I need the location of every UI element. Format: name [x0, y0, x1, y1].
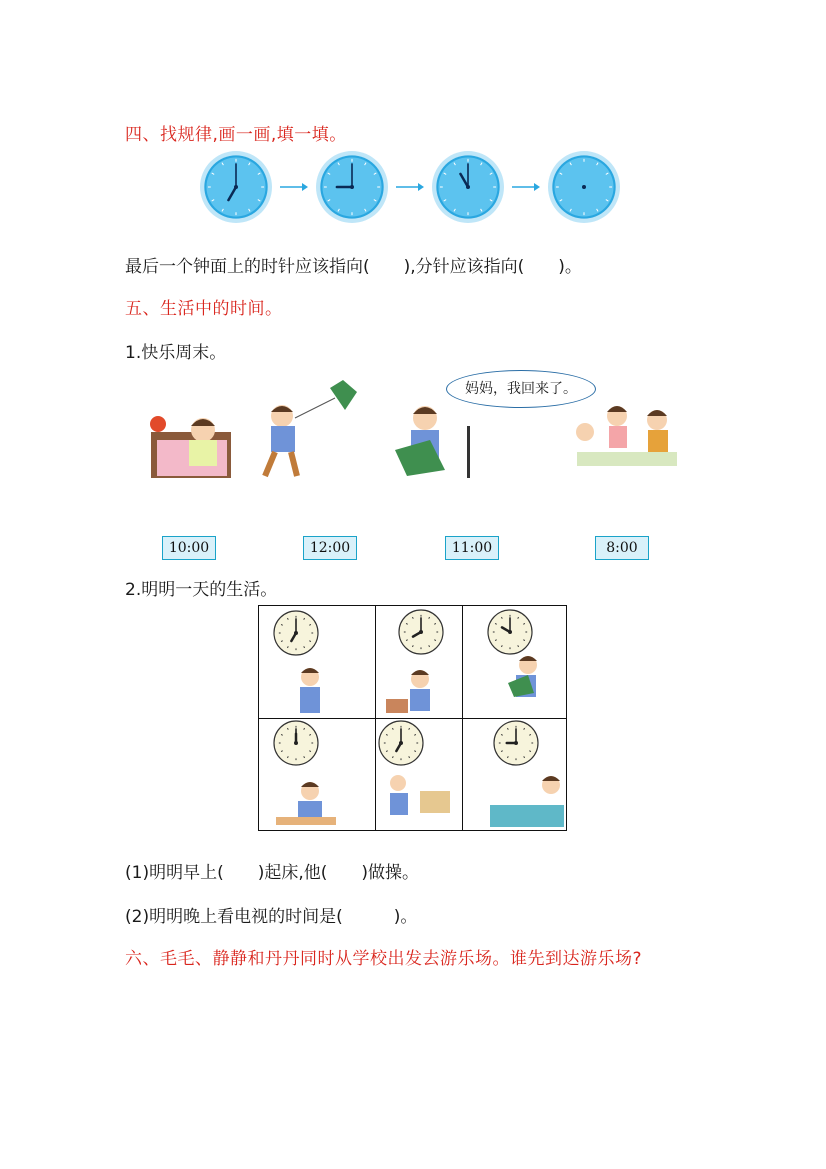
section5-heading: 五、生活中的时间。: [125, 299, 283, 319]
waking-child-illustration: [150, 416, 231, 478]
panel-clock-4: [274, 721, 318, 765]
section4-question: 最后一个钟面上的时针应该指向( ),分针应该指向( )。: [125, 257, 582, 277]
section4-heading: 四、找规律,画一画,填一填。: [125, 125, 347, 145]
panel-clock-3: [488, 610, 532, 654]
section6-heading: 六、毛毛、静静和丹丹同时从学校出发去游乐场。谁先到达游乐场?: [125, 949, 643, 969]
time-box-4: 8:00: [595, 536, 649, 560]
speech-bubble: 妈妈，我回来了。: [446, 370, 596, 408]
clock-1: [200, 151, 272, 223]
weekend-illustrations: [145, 380, 685, 490]
part2-title: 2.明明一天的生活。: [125, 580, 278, 600]
part2-question-2: (2)明明晚上看电视的时间是( )。: [125, 907, 418, 927]
part1-title: 1.快乐周末。: [125, 343, 227, 363]
clock-sequence: [195, 148, 635, 228]
panel-clock-5: [379, 721, 423, 765]
returning-child-illustration: [395, 406, 470, 478]
clock-2: [316, 151, 388, 223]
panel-clock-2: [399, 610, 443, 654]
kite-child-illustration: [265, 380, 357, 476]
panel-clock-1: [274, 611, 318, 655]
clock-3: [432, 151, 504, 223]
panel-clock-6: [494, 721, 538, 765]
time-box-2: 12:00: [303, 536, 357, 560]
daily-life-panels: [258, 605, 567, 831]
clock-4: [548, 151, 620, 223]
family-dinner-illustration: [576, 406, 677, 466]
time-box-3: 11:00: [445, 536, 499, 560]
part2-question-1: (1)明明早上( )起床,他( )做操。: [125, 863, 420, 883]
time-box-1: 10:00: [162, 536, 216, 560]
